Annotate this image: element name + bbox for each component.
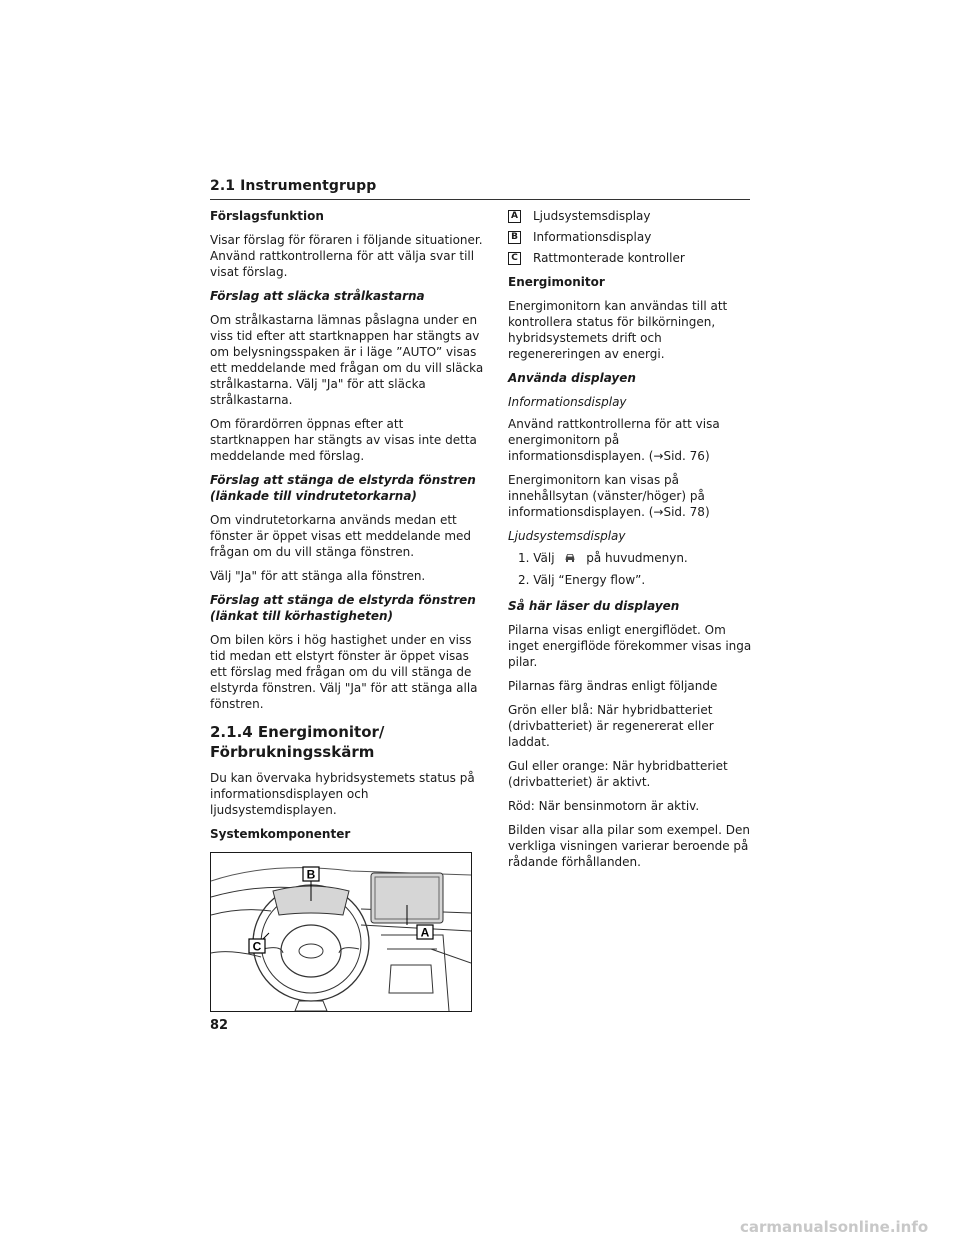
step-2: 2. Välj “Energy flow”. bbox=[518, 573, 646, 587]
paragraph-pilar-2: Pilarnas färg ändras enligt följande bbox=[508, 679, 718, 693]
heading-informationsdisplay: Informationsdisplay bbox=[508, 395, 627, 409]
heading-fonster-vindrutetorkare: Förslag att stänga de elstyrda fönstren (länkade till vindrutetorkarna) bbox=[210, 473, 476, 503]
left-column bbox=[210, 208, 486, 850]
paragraph-info-1: Använd rattkontrollerna för att visa energimonitorn på informationsdisplayen. (→Sid. 76) bbox=[508, 417, 720, 463]
right-column bbox=[508, 208, 752, 878]
section-title: 2.1 Instrumentgrupp bbox=[210, 178, 377, 194]
paragraph-forslag: Visar förslag för föraren i följande situationer. Använd rattkontrollerna för att välja svar till visat förslag. bbox=[210, 233, 483, 279]
paragraph-bilden: Bilden visar alla pilar som exempel. Den verkliga visningen varierar beroende på rådande förhållanden. bbox=[508, 823, 750, 869]
figure-label-c: C bbox=[252, 939, 262, 954]
figure-label-b: B bbox=[306, 867, 316, 882]
paragraph-overvaka: Du kan övervaka hybridsystemets status på informationsdisplayen och ljudsystemdisplayen. bbox=[210, 771, 475, 817]
paragraph-rod: Röd: När bensinmotorn är aktiv. bbox=[508, 799, 700, 813]
section-header bbox=[210, 178, 750, 200]
legend-text-c: Rattmonterade kontroller bbox=[533, 251, 685, 265]
legend-key-a: A bbox=[508, 210, 521, 223]
figure-label-a: A bbox=[420, 925, 430, 940]
heading-energimonitor: Energimonitor bbox=[508, 275, 605, 289]
legend-text-b: Informationsdisplay bbox=[533, 230, 652, 244]
legend-item-b bbox=[508, 229, 752, 245]
paragraph-gron-bla: Grön eller blå: När hybridbatteriet (drivbatteriet) är regenererat eller laddat. bbox=[508, 703, 714, 749]
heading-slacka-stralkastarna: Förslag att släcka strålkastarna bbox=[210, 289, 425, 303]
paragraph-info-2: Energimonitorn kan visas på innehållsytan (vänster/höger) på informationsdisplayen. (→Sid. 78) bbox=[508, 473, 710, 519]
heading-sa-har-laser: Så här läser du displayen bbox=[508, 599, 680, 613]
heading-forslagsfunktion: Förslagsfunktion bbox=[210, 209, 324, 223]
paragraph-fonster-1a: Om vindrutetorkarna används medan ett fönster är öppet visas ett meddelande med frågan om du vill stänga fönstren. bbox=[210, 513, 472, 559]
paragraph-stralkastarna-1: Om strålkastarna lämnas påslagna under en viss tid efter att startknappen har stängts av om belysningsspaken är i läge ”AUTO” visas ett meddelande med frågan om du vill släcka strålkastarna. Välj "Ja" för att släcka strålkastarna. bbox=[210, 313, 484, 407]
page-number: 82 bbox=[210, 1018, 229, 1033]
car-icon bbox=[564, 552, 576, 563]
dashboard-illustration bbox=[210, 852, 472, 1012]
paragraph-gul-orange: Gul eller orange: När hybridbatteriet (drivbatteriet) är aktivt. bbox=[508, 759, 728, 789]
step-1-pre: 1. Välj bbox=[518, 551, 555, 565]
heading-energimonitor-section: 2.1.4 Energimonitor/ Förbrukningsskärm bbox=[210, 723, 385, 761]
dashboard-drawing bbox=[211, 853, 471, 1011]
heading-fonster-korhastighet: Förslag att stänga de elstyrda fönstren (länkat till körhastigheten) bbox=[210, 593, 476, 623]
paragraph-fonster-2: Om bilen körs i hög hastighet under en viss tid medan ett elstyrt fönster är öppet visas ett förslag med frågan om du vill stänga de elstyrda fönstren. Välj "Ja" för att stänga alla fönstren. bbox=[210, 633, 478, 711]
legend-item-c bbox=[508, 250, 752, 266]
step-1 bbox=[518, 550, 752, 566]
heading-systemkomponenter: Systemkomponenter bbox=[210, 827, 351, 841]
paragraph-fonster-1b: Välj "Ja" för att stänga alla fönstren. bbox=[210, 569, 426, 583]
legend-item-a bbox=[508, 208, 752, 224]
heading-ljudsystemsdisplay: Ljudsystemsdisplay bbox=[508, 529, 626, 543]
heading-anvanda-displayen: Använda displayen bbox=[508, 371, 636, 385]
paragraph-pilar-1: Pilarna visas enligt energiflödet. Om inget energiflöde förekommer visas inga pilar. bbox=[508, 623, 752, 669]
section-divider bbox=[210, 199, 750, 200]
paragraph-stralkastarna-2: Om förardörren öppnas efter att startknappen har stängts av visas inte detta meddelande med förslag. bbox=[210, 417, 477, 463]
legend-key-b: B bbox=[508, 231, 521, 244]
legend-text-a: Ljudsystemsdisplay bbox=[533, 209, 651, 223]
watermark: carmanualsonline.info bbox=[740, 1218, 929, 1236]
legend-key-c: C bbox=[508, 252, 521, 265]
step-1-post: på huvudmenyn. bbox=[586, 551, 688, 565]
paragraph-energimonitor: Energimonitorn kan användas till att kontrollera status för bilkörningen, hybridsystemets drift och regenereringen av energi. bbox=[508, 299, 728, 361]
